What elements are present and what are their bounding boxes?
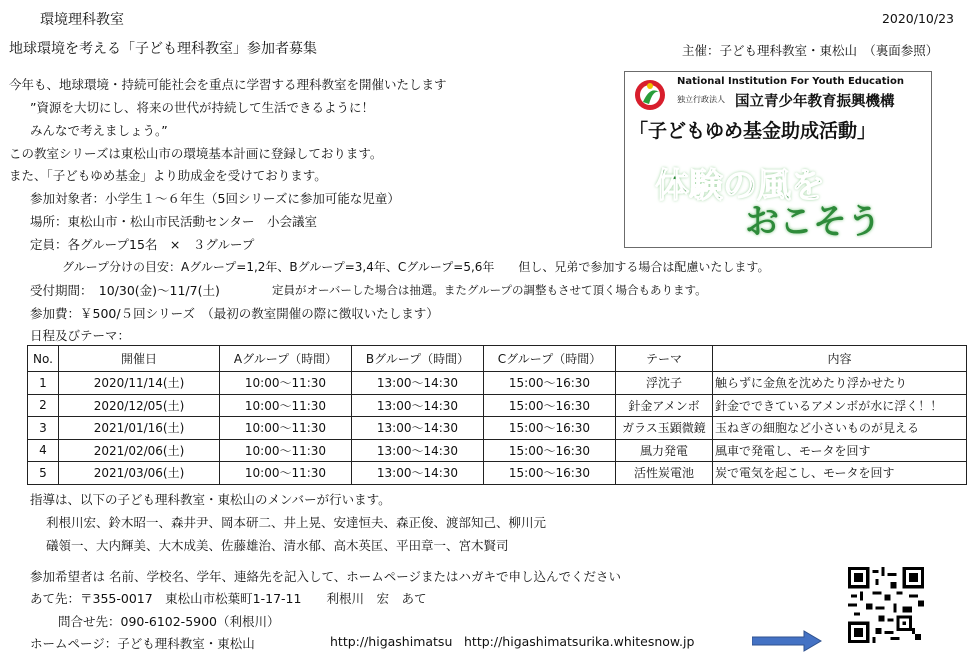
cell-content: 玉ねぎの細胞など小さいものが見える [713,417,967,440]
cell-content: 触らずに金魚を沈めたり浮かせたり [713,372,967,395]
header-group-c: Cグループ（時間） [484,346,616,372]
cell-group-b: 13:00～14:30 [352,394,484,417]
logo-small-label: 独立行政法人 [677,95,725,104]
capacity: 定員：各グループ15名 × ３グループ [30,237,255,252]
reception-period: 受付期間： 10/30(金)～11/7(土) [30,283,220,298]
right-arrow-icon [752,630,822,652]
header-date: 開催日 [59,346,220,372]
cell-date: 2020/12/05(土) [59,394,220,417]
cell-theme: 活性炭電池 [616,462,713,485]
staff-names-1: 利根川宏、鈴木昭一、森井尹、岡本研二、井上晃、安達恒夫、森正俊、渡部知己、柳川元 [46,515,547,530]
header-group-b: Bグループ（時間） [352,346,484,372]
schedule-table [27,345,967,485]
cell-date: 2021/02/06(土) [59,439,220,462]
date: 2020/10/23 [881,11,954,26]
logo-english-name: National Institution For Youth Education [677,76,904,87]
cell-group-a: 10:00～11:30 [220,439,352,462]
cell-group-a: 10:00～11:30 [220,417,352,440]
cell-no: 1 [28,372,59,395]
intro-line-1: 今年も、地球環境・持続可能社会を重点に学習する理科教室を開催いたします [9,77,447,92]
header-no: No. [28,346,59,372]
cell-no: 2 [28,394,59,417]
intro-line-5: また、「子どもゆめ基金」より助成金を受けております。 [9,168,327,183]
cell-content: 針金でできているアメンボが水に浮く！！ [713,394,967,417]
cell-group-b: 13:00～14:30 [352,439,484,462]
cell-theme: 浮沈子 [616,372,713,395]
table-header-row [28,346,967,372]
table-row [28,372,967,395]
cell-theme: ガラス玉顕微鏡 [616,417,713,440]
cell-group-c: 15:00～16:30 [484,439,616,462]
table-row [28,417,967,440]
cell-group-c: 15:00～16:30 [484,462,616,485]
cell-content: 風車で発電し、モータを回す [713,439,967,462]
table-row [28,439,967,462]
header-theme: テーマ [616,346,713,372]
cell-group-c: 15:00～16:30 [484,394,616,417]
lottery-note: 定員がオーバーした場合は抽選。またグループの調整もさせて頂く場合もあります。 [272,283,707,297]
cell-date: 2021/01/16(土) [59,417,220,440]
logo-slogan-line-2: おこそう [745,202,881,242]
schedule-label: 日程及びテーマ： [30,328,131,343]
qr-code-icon[interactable] [848,567,924,643]
cell-group-b: 13:00～14:30 [352,372,484,395]
grouping-guide: グループ分けの目安：Aグループ=1,2年、Bグループ=3,4年、Cグループ=5,6年 但し、兄弟で参加する場合は配慮いたします。 [62,260,770,274]
fee: 参加費：￥500/５回シリーズ （最初の教室開催の際に徴収いたします） [30,306,439,321]
cell-group-c: 15:00～16:30 [484,372,616,395]
target-audience: 参加対象者：小学生１～６年生（5回シリーズに参加可能な児童） [30,191,400,206]
apply-instructions: 参加希望者は 名前、学校名、学年、連絡先を記入して、ホームページまたはハガキで申し込んでください [30,569,621,584]
cell-no: 4 [28,439,59,462]
cell-group-b: 13:00～14:30 [352,462,484,485]
cell-no: 5 [28,462,59,485]
cell-group-b: 13:00～14:30 [352,417,484,440]
cell-date: 2020/11/14(土) [59,372,220,395]
mailing-address: あて先：〒355-0017 東松山市松葉町1-17-11 利根川 宏 あて [30,591,427,606]
venue: 場所：東松山市・松山市民活動センター 小会議室 [30,214,318,229]
logo-slogan-line-1: 体験の風を [655,166,825,206]
cell-group-c: 15:00～16:30 [484,417,616,440]
table-row [28,394,967,417]
homepage-url[interactable]: http://higashimatsurika.whitesnow.jp [464,634,695,649]
staff-names-2: 礒領一、大内輝美、大木成美、佐藤雄治、清水郁、高木英匡、平田章一、宮木賢司 [46,538,509,553]
cell-no: 3 [28,417,59,440]
cell-theme: 針金アメンボ [616,394,713,417]
intro-line-4: この教室シリーズは東松山市の環境基本計画に登録しております。 [9,146,383,161]
youth-education-logo [624,71,932,248]
intro-line-3: みんなで考えましょう。” [30,123,168,138]
contact-phone: 問合せ先：090-6102-5900（利根川） [58,614,280,629]
page-title: 地球環境を考える「子ども理科教室」参加者募集 [9,41,317,57]
cell-date: 2021/03/06(土) [59,462,220,485]
header-group-a: Aグループ（時間） [220,346,352,372]
sponsor: 主催：子ども理科教室・東松山 （裏面参照） [682,43,939,58]
logo-fund-label: 「子どもゆめ基金助成活動」 [629,120,877,142]
homepage-url-clipped: http://higashimatsu [330,634,453,649]
cell-group-a: 10:00～11:30 [220,462,352,485]
org-name: 環境理科教室 [40,12,124,28]
institution-emblem-icon [633,78,667,112]
logo-japanese-name: 国立青少年教育振興機構 [735,94,895,110]
staff-intro: 指導は、以下の子ども理科教室・東松山のメンバーが行います。 [30,492,391,507]
cell-group-a: 10:00～11:30 [220,372,352,395]
table-row [28,462,967,485]
header-content: 内容 [713,346,967,372]
intro-line-2: ”資源を大切にし、将来の世代が持続して生活できるように！ [30,100,374,115]
homepage-label: ホームページ：子ども理科教室・東松山 [30,636,255,651]
cell-theme: 風力発電 [616,439,713,462]
cell-content: 炭で電気を起こし、モータを回す [713,462,967,485]
cell-group-a: 10:00～11:30 [220,394,352,417]
